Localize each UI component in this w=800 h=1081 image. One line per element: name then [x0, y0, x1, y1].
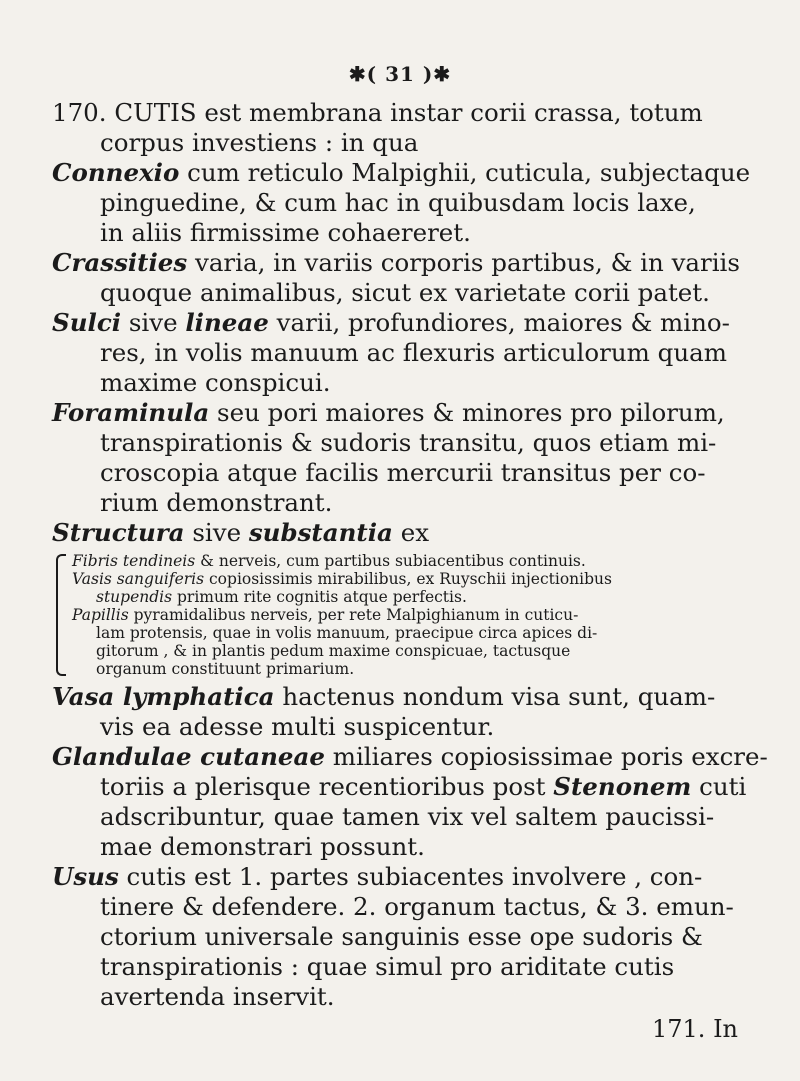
line-text: organum constituunt primarium.: [96, 660, 355, 678]
line-text: avertenda inservit.: [100, 982, 335, 1011]
line-text: pyramidalibus nerveis, per rete Malpighianum in cuticu-: [128, 606, 579, 624]
heading-term: Stenonem: [553, 772, 692, 801]
heading-term: Sulci: [52, 308, 122, 337]
line-text: gitorum , & in plantis pedum maxime conspicuae, tactusque: [96, 642, 571, 660]
line-text: cutis est 1. partes subiacentes involvere , con-: [118, 862, 703, 891]
line-text: varia, in variis corporis partibus, & in variis: [187, 248, 740, 277]
after-line: [52, 832, 787, 862]
heading-term: Connexio: [52, 158, 180, 187]
main-line: [52, 188, 787, 218]
after-line: [52, 772, 787, 802]
after-line: [52, 952, 787, 982]
brace-mark: [56, 554, 66, 676]
main-line: [52, 518, 787, 548]
line-text: mae demonstrari possunt.: [100, 832, 425, 861]
sub-line: [72, 642, 787, 660]
heading-term: Fibris tendineis: [72, 552, 196, 570]
heading-term: Structura: [52, 518, 185, 547]
heading-term: Usus: [52, 862, 119, 891]
heading-term: Vasa lymphatica: [52, 682, 275, 711]
line-text: cum reticulo Malpighii, cuticula, subjectaque: [179, 158, 751, 187]
after-line: [52, 982, 787, 1012]
heading-term: stupendis: [96, 588, 173, 606]
line-text: copiosissimis mirabilibus, ex Ruyschii injectionibus: [204, 570, 612, 588]
heading-term: Vasis sanguiferis: [72, 570, 205, 588]
heading-term: Glandulae cutaneae: [52, 742, 325, 771]
line-text: corpus investiens : in qua: [100, 128, 419, 157]
line-text: in aliis firmissime cohaereret.: [100, 218, 471, 247]
after-line: [52, 862, 787, 892]
line-text: & nerveis, cum partibus subiacentibus continuis.: [195, 552, 586, 570]
line-text: res, in volis manuum ac flexuris articulorum quam: [100, 338, 727, 367]
heading-term: Crassities: [52, 248, 188, 277]
sub-line: [72, 624, 787, 642]
line-text: pinguedine, & cum hac in quibusdam locis laxe,: [100, 188, 696, 217]
main-line: [52, 488, 787, 518]
after-line: [52, 802, 787, 832]
after-line: [52, 922, 787, 952]
after-line: [52, 682, 787, 712]
main-line: [52, 158, 787, 188]
sub-line: [72, 552, 787, 570]
line-text: rium demonstrant.: [100, 488, 333, 517]
structure-sub-list: [72, 552, 787, 678]
line-text: primum rite cognitis atque perfectis.: [172, 588, 467, 606]
paragraph-block-bottom: [52, 682, 787, 1012]
main-line: [52, 338, 787, 368]
main-line: [52, 98, 787, 128]
main-line: [52, 248, 787, 278]
main-line: [52, 368, 787, 398]
heading-term: lineae: [185, 308, 269, 337]
heading-term: substantia: [248, 518, 393, 547]
line-text: varii, profundiores, maiores & mino-: [268, 308, 730, 337]
main-line: [52, 398, 787, 428]
line-text: seu pori maiores & minores pro pilorum,: [209, 398, 725, 427]
line-text: 170. CUTIS est membrana instar corii crassa, totum: [52, 98, 703, 127]
page-header: ✱( 31 )✱: [348, 62, 452, 86]
line-text: tinere & defendere. 2. organum tactus, & 3. emun-: [100, 892, 734, 921]
line-text: ctorium universale sanguinis esse ope sudoris &: [100, 922, 703, 951]
paragraph-block-top: [52, 98, 787, 548]
line-text: miliares copiosissimae poris excre-: [324, 742, 768, 771]
line-text: transpirationis : quae simul pro ariditate cutis: [100, 952, 675, 981]
after-line: [52, 712, 787, 742]
line-text: lam protensis, quae in volis manuum, praecipue circa apices di-: [96, 624, 598, 642]
line-text: toriis a plerisque recentioribus post: [100, 772, 554, 801]
main-line: [52, 308, 787, 338]
after-line: [52, 742, 787, 772]
heading-term: Papillis: [72, 606, 129, 624]
line-text: maxime conspicui.: [100, 368, 331, 397]
line-text: sive: [184, 518, 249, 547]
main-line: [52, 458, 787, 488]
line-text: quoque animalibus, sicut ex varietate corii patet.: [100, 278, 710, 307]
main-line: [52, 428, 787, 458]
sub-line: [72, 660, 787, 678]
heading-term: Foraminula: [52, 398, 210, 427]
main-line: [52, 218, 787, 248]
line-text: croscopia atque facilis mercurii transitus per co-: [100, 458, 706, 487]
sub-line: [72, 588, 787, 606]
main-line: [52, 278, 787, 308]
main-line: [52, 128, 787, 158]
sub-line: [72, 606, 787, 624]
line-text: ex: [392, 518, 430, 547]
catchword: 171. In: [652, 1015, 739, 1043]
main-text: [52, 98, 787, 1012]
line-text: transpirationis & sudoris transitu, quos etiam mi-: [100, 428, 717, 457]
sub-line: [72, 570, 787, 588]
line-text: cuti: [691, 772, 747, 801]
line-text: hactenus nondum visa sunt, quam-: [274, 682, 716, 711]
line-text: vis ea adesse multi suspicentur.: [100, 712, 495, 741]
after-line: [52, 892, 787, 922]
line-text: sive: [121, 308, 186, 337]
line-text: adscribuntur, quae tamen vix vel saltem paucissi-: [100, 802, 715, 831]
